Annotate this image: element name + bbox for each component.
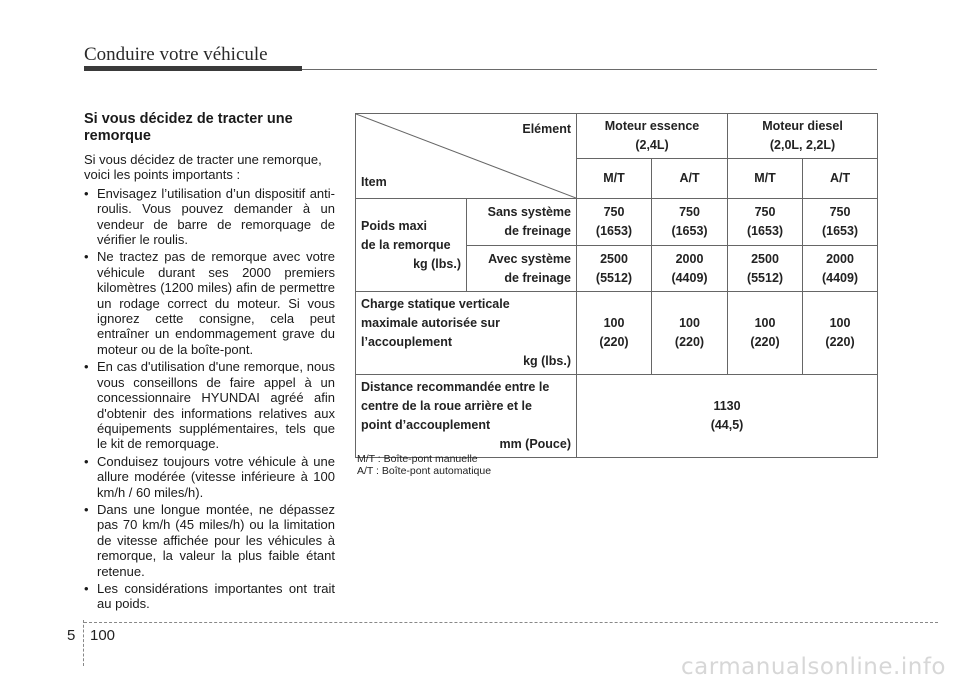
header-rule-thick — [84, 66, 302, 71]
braking-row-label: Sans système de freinage — [467, 199, 577, 246]
table-cell: 2500 (5512) — [577, 246, 652, 292]
note-at: A/T : Boîte-pont automatique — [357, 465, 492, 477]
bullet-icon: • — [84, 501, 89, 517]
bullet-icon: • — [84, 453, 89, 469]
table-cell: 750 (1653) — [577, 199, 652, 246]
footer-vertical-rule — [83, 620, 84, 666]
list-item: • Les considérations importantes ont trait au poids. — [84, 580, 335, 612]
transmission-header: M/T — [577, 159, 652, 199]
table-row — [356, 375, 878, 458]
table-cell: 100 (220) — [728, 292, 803, 375]
list-item: • Envisagez l’utilisation d’un dispositif anti-roulis. Vous pouvez demander à un vendeur de barre de remorquage de vérifier le roulis. — [84, 185, 335, 248]
transmission-header: M/T — [728, 159, 803, 199]
table-cell: 2000 (4409) — [652, 246, 728, 292]
table-cell: 750 (1653) — [803, 199, 878, 246]
list-item: • Dans une longue montée, ne dépassez pas 70 km/h (45 miles/h) ou la limitation de vitesse affichée pour les véhicules à remorque, la valeur la plus faible étant retenue. — [84, 501, 335, 579]
table-cell: 2500 (5512) — [728, 246, 803, 292]
table-row — [356, 199, 878, 246]
list-item: • Ne tractez pas de remorque avec votre véhicule durant ses 2000 premiers kilomètres (1200 miles) afin de permettre un rodage correct du moteur. Si vous ignorez cette consigne, cela peut entraîner un endommagement grave du moteur ou de la boîte-pont. — [84, 249, 335, 357]
towing-spec-table — [355, 113, 878, 458]
header-rule-thin — [302, 69, 877, 70]
distance-value: 1130 (44,5) — [577, 375, 878, 458]
engine-diesel-header: Moteur diesel (2,0L, 2,2L) — [728, 114, 878, 159]
table-cell: 750 (1653) — [652, 199, 728, 246]
list-item: • Conduisez toujours votre véhicule à une allure modérée (vitesse inférieure à 100 km/h / 60 miles/h). — [84, 453, 335, 500]
table-cell: 750 (1653) — [728, 199, 803, 246]
towing-section — [84, 111, 335, 614]
table-cell: 100 (220) — [803, 292, 878, 375]
braking-row-label: Avec système de freinage — [467, 246, 577, 292]
section-intro: Si vous décidez de tracter une remorque, voici les points importants : — [84, 152, 322, 183]
table-row — [356, 292, 878, 375]
note-mt: M/T : Boîte-pont manuelle — [357, 453, 478, 465]
vertical-load-label: Charge statique verticale maximale autorisée sur l’accouplement kg (lbs.) — [356, 292, 577, 375]
bullet-icon: • — [84, 249, 89, 265]
table-cell: 100 (220) — [652, 292, 728, 375]
table-corner-cell — [356, 114, 577, 199]
list-item: • En cas d'utilisation d'une remorque, nous vous conseillons de faire appel à un concessionnaire HYUNDAI agréé afin d'obtenir des informations relatives aux équipements supplémentaires, tels que le kit de remorquage. — [84, 359, 335, 452]
page-header-title: Conduire votre véhicule — [84, 44, 268, 65]
abbreviation-notes — [357, 453, 491, 477]
transmission-header: A/T — [652, 159, 728, 199]
distance-label: Distance recommandée entre le centre de la roue arrière et le point d’accouplement mm (Pouce) — [356, 375, 577, 458]
item-header: Item — [361, 175, 387, 189]
page-number: 100 — [90, 627, 116, 644]
bullet-icon: • — [84, 359, 89, 375]
max-trailer-weight-label: Poids maxi de la remorque kg (lbs.) — [356, 199, 467, 292]
advice-list — [84, 186, 335, 612]
bullet-icon: • — [84, 185, 89, 201]
chapter-number: 5 — [67, 627, 76, 644]
section-heading: Si vous décidez de tracter une remorque — [84, 111, 293, 144]
table-cell: 100 (220) — [577, 292, 652, 375]
watermark: carmanualsonline.info — [680, 654, 946, 680]
table-cell: 2000 (4409) — [803, 246, 878, 292]
bullet-icon: • — [84, 580, 89, 596]
footer-rule — [84, 622, 938, 623]
engine-petrol-header: Moteur essence (2,4L) — [577, 114, 728, 159]
transmission-header: A/T — [803, 159, 878, 199]
element-header: Elément — [522, 122, 571, 136]
